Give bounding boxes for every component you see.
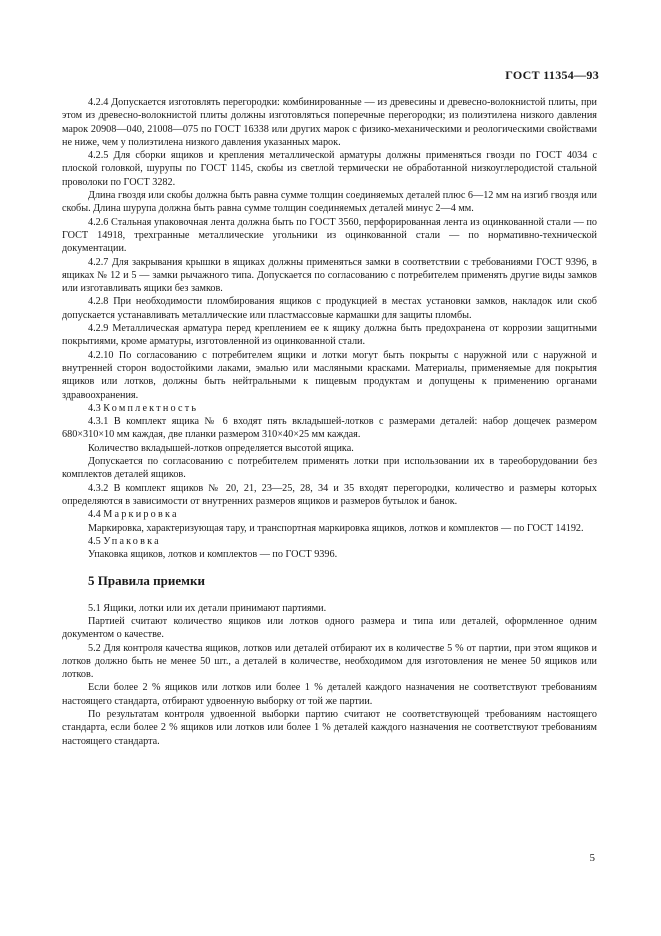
document-header: ГОСТ 11354—93 — [505, 68, 599, 82]
paragraph-4-3-2: 4.3.2 В комплект ящиков № 20, 21, 23—25, 28, 34 и 35 входят перегородки, количество и размеры которых определяются в зависимости от внутренних размеров ящиков и размеров бутылок и банок. — [62, 482, 597, 507]
paragraph-4-2-9: 4.2.9 Металлическая арматура перед креплением ее к ящику должна быть предохранена от коррозии защитными покрытиями, кроме арматуры, изготовленной из оцинкованной стали. — [62, 323, 597, 348]
subsection-number: 4.3 — [88, 402, 101, 414]
paragraph-4-3-1: 4.3.1 В комплект ящика № 6 входят пять вкладышей-лотков с размерами деталей: набор дощечек размером 680×310×10 мм каждая, две планки размером 310×40×25 мм каждая. — [62, 416, 597, 441]
paragraph-4-2-7: 4.2.7 Для закрывания крышки в ящиках должны применяться замки в соответствии с требованиями ГОСТ 9396, в ящиках № 12 и 5 — замки рычажного типа. Допускается по согласованию с потребителем применять другие виды замков или изготавливать ящики без замков. — [62, 256, 597, 295]
paragraph-4-3-1-trays: Допускается по согласованию с потребителем применять лотки при использовании их в тареоборудовании без комплектов деталей ящиков. — [62, 456, 597, 481]
subsection-title: Комплектность — [103, 402, 199, 414]
subsection-title: Упаковка — [103, 535, 161, 547]
paragraph-5-1: 5.1 Ящики, лотки или их детали принимают партиями. — [88, 602, 327, 614]
paragraph-5-2: 5.2 Для контроля качества ящиков, лотков или деталей отбирают их в количестве 5 % от партии, при этом ящиков и лотков должно быть не менее 50 шт., а деталей в количестве, необходимом для изготовления не менее 50 ящиков или лотков. — [62, 642, 597, 681]
subsection-number: 4.4 — [88, 509, 101, 521]
subsection-title: Маркировка — [103, 509, 179, 521]
subsection-number: 4.5 — [88, 535, 101, 547]
section-5-title: 5 Правила приемки — [88, 573, 205, 589]
paragraph-4-5: Упаковка ящиков, лотков и комплектов — по ГОСТ 9396. — [88, 549, 338, 561]
paragraph-5-2-result: По результатам контроля удвоенной выборки партию считают не соответствующей требованиям настоящего стандарта, если более 2 % ящиков или лотков или более 1 % деталей каждого назначения не соответствуют требованиям настоящего стандарта. — [62, 709, 597, 747]
page-number: 5 — [589, 852, 595, 864]
paragraph-4-2-6: 4.2.6 Стальная упаковочная лента должна быть по ГОСТ 3560, перфорированная лента из оцинкованной стали — по ГОСТ 14918, трехгранные металлические угольники из оцинкованной стали — по нормативно-технической документации. — [62, 216, 597, 255]
paragraph-4-4: Маркировка, характеризующая тару, и транспортная маркировка ящиков, лотков и комплектов — по ГОСТ 14192. — [88, 522, 584, 534]
subsection-4-3-heading — [62, 402, 597, 415]
paragraph-5-2-double: Если более 2 % ящиков или лотков или более 1 % деталей каждого назначения не соответствуют требованиям настоящего стандарта, отбирают удвоенную выборку от той же партии. — [62, 682, 597, 707]
paragraph-4-3-1-count: Количество вкладышей-лотков определяется высотой ящика. — [88, 442, 354, 454]
paragraph-4-2-5: 4.2.5 Для сборки ящиков и крепления металлической арматуры должны применяться гвозди по ГОСТ 4034 с плоской головкой, шурупы по ГОСТ 1145, скобы из светлой термически не обработанной низкоуглеродистой стальной проволоки по ГОСТ 3282. — [62, 150, 597, 188]
paragraph-5-1-lot: Партией считают количество ящиков или лотков одного размера и типа или деталей, оформленное одним документом о качестве. — [62, 615, 597, 641]
subsection-4-5-heading — [62, 535, 597, 548]
paragraph-4-2-4: 4.2.4 Допускается изготовлять перегородки: комбинированные — из древесины и древесно-волокнистой плиты, при этом из древесно-волокнистой плиты должны изготовляться поперечные перегородки; из полиэтилена низкого давления марок 20908—040, 21008—075 по ГОСТ 16338 или других марок с физико-механическими и реологическими свойствами не ниже, чем у полиэтилена низкого давления указанных марок. — [62, 97, 597, 148]
paragraph-4-2-10: 4.2.10 По согласованию с потребителем ящики и лотки могут быть покрыты с наружной или с наружной и внутренней сторон водостойкими лаками, эмалью или масляными красками. Материалы, применяемые для покрытия ящиков или лотков, должны быть нейтральными к пищевым продуктам и допущены к применению органами здравоохранения. — [62, 349, 597, 401]
subsection-4-4-heading — [62, 508, 597, 521]
paragraph-4-2-5-length: Длина гвоздя или скобы должна быть равна сумме толщин соединяемых деталей плюс 6—12 мм на изгиб гвоздя или скобы. Длина шурупа должна быть равна сумме толщин соединяемых деталей минус 2—4 мм. — [62, 190, 597, 215]
paragraph-4-2-8: 4.2.8 При необходимости пломбирования ящиков с продукцией в местах установки замков, накладок или скоб допускается устанавливать металлические или пластмассовые кармашки для защиты пломбы. — [62, 296, 597, 321]
document-body — [62, 96, 597, 748]
